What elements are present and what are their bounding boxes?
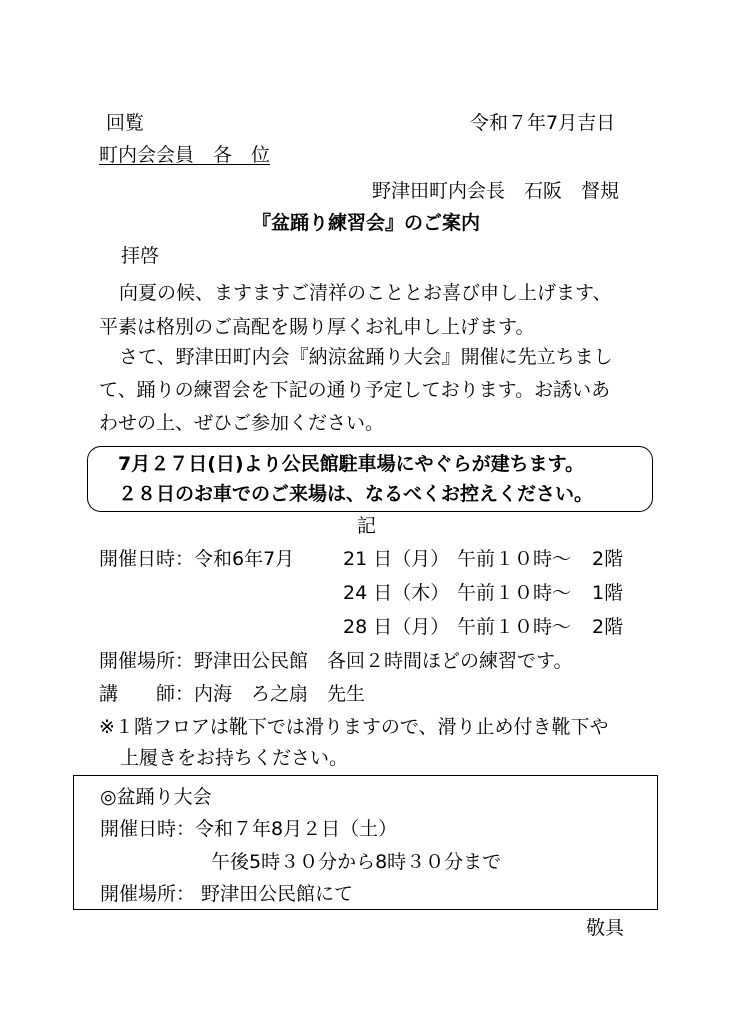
session-1-time: 午前１０時～ [457, 548, 572, 570]
note-line-1: ※１階フロアは靴下では滑りますので、滑り止め付き靴下や [99, 716, 609, 738]
session-1-floor: 2階 [592, 548, 624, 570]
session-2-day: 24 日（木） [343, 582, 450, 604]
body-line-2: 平素は格別のご高配を賜り厚くお礼申し上げます。 [99, 316, 535, 338]
festival-datetime: 開催日時：令和７年8月２日（土） [100, 818, 398, 840]
note-line-2: 上履きをお持ちください。 [120, 747, 349, 769]
parking-notice-box [87, 446, 653, 512]
session-3-day: 28 日（月） [343, 616, 450, 638]
body-line-3: さて、野津田町内会『納涼盆踊り大会』開催に先立ちまし [119, 346, 613, 368]
page-title: 『盆踊り練習会』のご案内 [252, 212, 481, 234]
issue-date: 令和７年7月吉日 [470, 112, 616, 134]
practice-datetime-label: 開催日時：令和6年7月 [99, 548, 295, 570]
session-2-time: 午前１０時～ [457, 582, 572, 604]
session-1-day: 21 日（月） [343, 548, 450, 570]
festival-heading: ◎盆踊り大会 [100, 786, 212, 808]
festival-place: 開催場所： 野津田公民館にて [100, 883, 354, 905]
body-line-5: わせの上、ぜひご参加ください。 [99, 412, 385, 434]
session-3-time: 午前１０時～ [457, 616, 572, 638]
body-line-4: て、踊りの練習会を下記の通り予定しております。お誘いあ [99, 379, 611, 401]
greeting: 拝啓 [121, 245, 160, 267]
sender-line: 野津田町内会長 石阪 督規 [372, 180, 620, 202]
practice-place: 開催場所：野津田公民館 各回２時間ほどの練習です。 [99, 650, 573, 672]
festival-time: 午後5時３０分から8時３０分まで [211, 851, 502, 873]
session-2-floor: 1階 [592, 582, 624, 604]
notice-line-1: 7月２７日(日)より公民館駐車場にやぐらが建ちます。 [118, 453, 585, 475]
notice-line-2: ２８日のお車でのご来場は、なるべくお控えください。 [118, 483, 594, 505]
instructor-line: 講 師：内海 ろ之扇 先生 [99, 683, 366, 705]
circulation-label: 回覧 [106, 112, 145, 134]
session-3-floor: 2階 [592, 616, 624, 638]
ki-heading: 記 [357, 515, 377, 537]
festival-info-box [73, 775, 658, 910]
recipient-line: 町内会会員 各 位 [99, 144, 271, 166]
body-line-1: 向夏の候、ますますご清祥のこととお喜び申し上げます、 [119, 282, 612, 304]
closing-line: 敬具 [586, 917, 625, 939]
